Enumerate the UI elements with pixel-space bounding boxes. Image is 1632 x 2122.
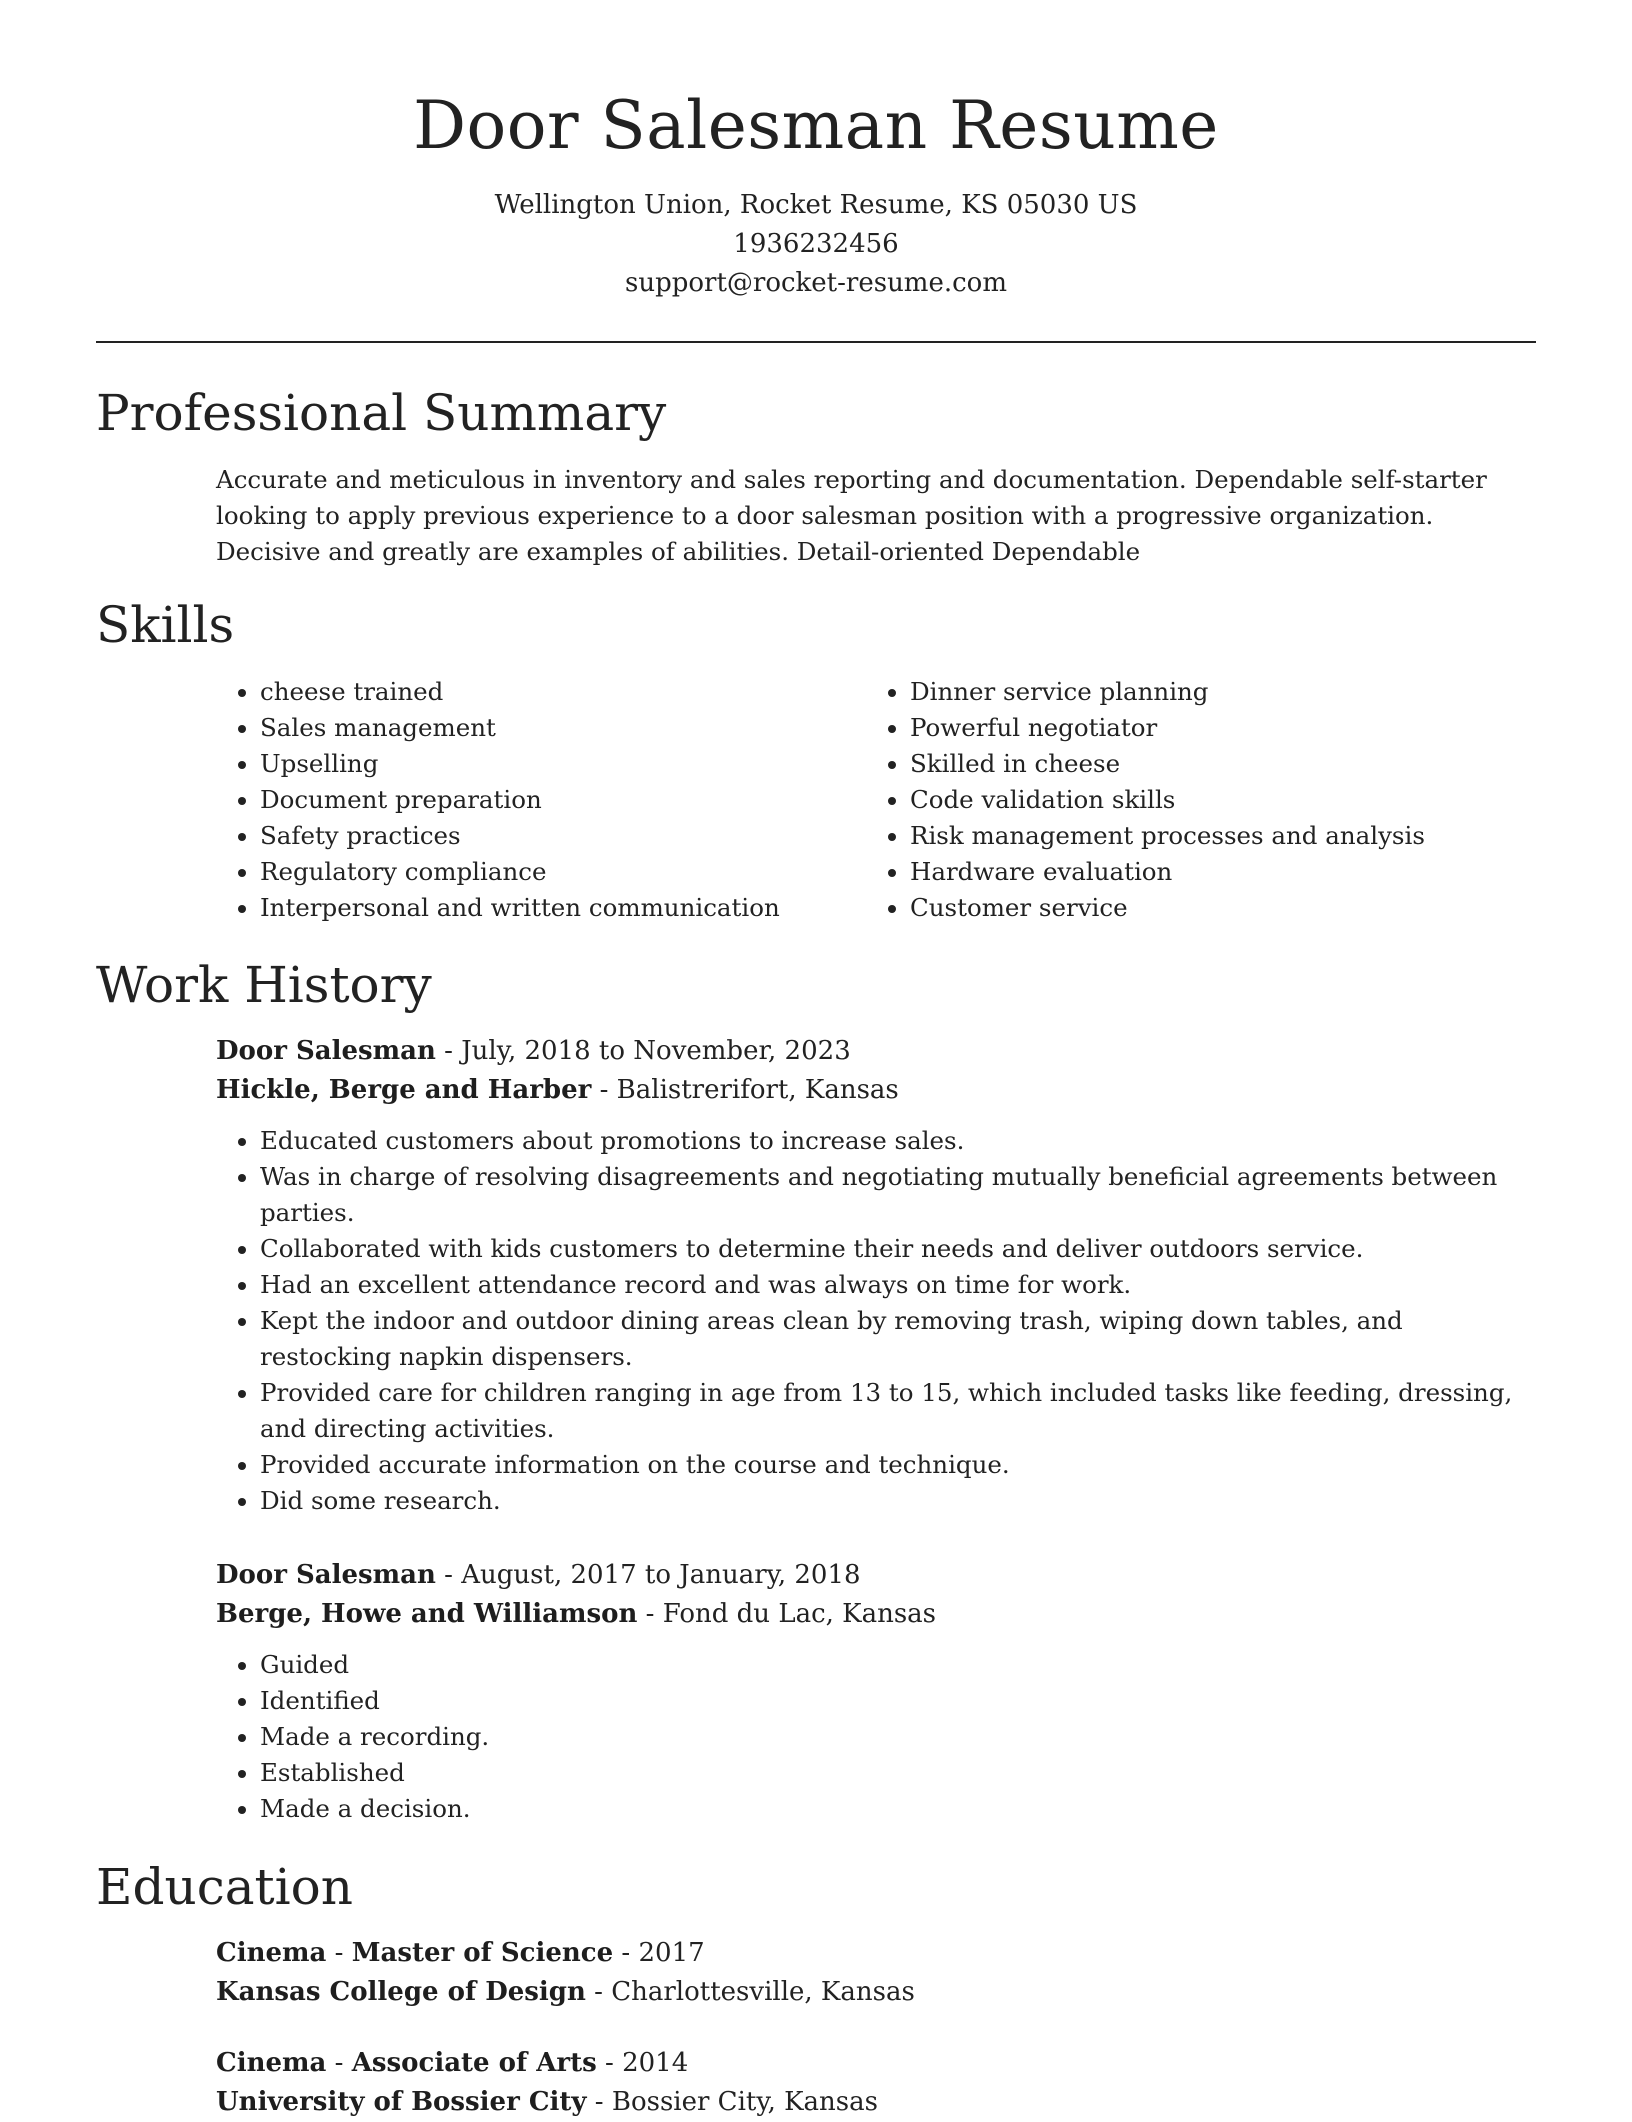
duty-item: • Made a recording.	[260, 1719, 1536, 1755]
field-of-study: Cinema	[216, 1938, 327, 1968]
separator: -	[637, 1599, 663, 1629]
job-duties	[216, 1123, 1536, 1519]
graduation-year: 2017	[638, 1938, 705, 1968]
degree-line	[216, 2044, 1536, 2083]
duty-item: • Provided care for children ranging in age from 13 to 15, which included tasks like feeding, dressing, and directing activities.	[260, 1375, 1536, 1447]
summary-heading: Professional Summary	[96, 384, 667, 442]
job-title-line	[216, 1032, 1536, 1071]
skills-heading: Skills	[96, 596, 235, 654]
duty-item: • Had an excellent attendance record and was always on time for work.	[260, 1267, 1536, 1303]
separator: -	[326, 2048, 352, 2078]
duty-item: • Was in charge of resolving disagreements and negotiating mutually beneficial agreements between parties.	[260, 1159, 1536, 1231]
skill-item: • Upselling	[260, 746, 866, 782]
job-entry	[216, 1032, 1536, 1519]
skill-item: • Sales management	[260, 710, 866, 746]
job-title: Door Salesman	[216, 1036, 436, 1066]
phone: 1936232456	[733, 229, 899, 259]
job-title: Door Salesman	[216, 1560, 436, 1590]
skills-list	[216, 674, 1536, 926]
contact-block	[0, 186, 1632, 303]
job-location: Fond du Lac, Kansas	[662, 1599, 937, 1629]
education-heading: Education	[96, 1858, 353, 1916]
skill-item: • Powerful negotiator	[910, 710, 1516, 746]
company-name: Berge, Howe and Williamson	[216, 1599, 638, 1629]
skills-column-left	[216, 674, 866, 926]
duty-item: • Collaborated with kids customers to determine their needs and deliver outdoors service.	[260, 1231, 1536, 1267]
skills-column-right	[866, 674, 1516, 926]
school-name: University of Bossier City	[216, 2087, 587, 2117]
duty-item: • Identified	[260, 1683, 1536, 1719]
duty-item: • Established	[260, 1755, 1536, 1791]
email: support@rocket-resume.com	[624, 268, 1007, 298]
job-company-line	[216, 1071, 1536, 1110]
skill-item: • Hardware evaluation	[910, 854, 1516, 890]
skill-item: • Code validation skills	[910, 782, 1516, 818]
skill-item: • Dinner service planning	[910, 674, 1516, 710]
graduation-year: 2014	[622, 2048, 689, 2078]
degree: Associate of Arts	[351, 2048, 597, 2078]
skill-item: • Skilled in cheese	[910, 746, 1516, 782]
header-divider	[96, 341, 1536, 343]
duty-item: • Did some research.	[260, 1483, 1536, 1519]
skill-item: • cheese trained	[260, 674, 866, 710]
school-location: Bossier City, Kansas	[611, 2087, 878, 2117]
field-of-study: Cinema	[216, 2048, 327, 2078]
skill-item: • Customer service	[910, 890, 1516, 926]
duty-item: • Educated customers about promotions to increase sales.	[260, 1123, 1536, 1159]
address: Wellington Union, Rocket Resume, KS 05030 US	[494, 190, 1138, 220]
education-entry	[216, 1934, 1536, 2012]
school-line	[216, 1973, 1536, 2012]
school-name: Kansas College of Design	[216, 1977, 586, 2007]
skill-item: • Risk management processes and analysis	[910, 818, 1516, 854]
separator: -	[586, 2087, 612, 2117]
resume-title: Door Salesman Resume	[413, 87, 1219, 164]
job-company-line	[216, 1595, 1536, 1634]
skill-item: • Interpersonal and written communication	[260, 890, 866, 926]
resume-header	[0, 0, 1632, 303]
company-name: Hickle, Berge and Harber	[216, 1075, 592, 1105]
job-title-line	[216, 1556, 1536, 1595]
separator: -	[596, 2048, 623, 2078]
separator: -	[613, 1938, 639, 1968]
skill-item: • Regulatory compliance	[260, 854, 866, 890]
separator: -	[435, 1560, 462, 1590]
separator: -	[326, 1938, 352, 1968]
degree: Master of Science	[351, 1938, 614, 1968]
duty-item: • Kept the indoor and outdoor dining areas clean by removing trash, wiping down tables, and restocking napkin dispensers.	[260, 1303, 1536, 1375]
work-history-heading: Work History	[96, 956, 432, 1014]
job-dates: July, 2018 to November, 2023	[461, 1036, 851, 1066]
skill-item: • Document preparation	[260, 782, 866, 818]
job-location: Balistrerifort, Kansas	[616, 1075, 899, 1105]
duty-item: • Guided	[260, 1647, 1536, 1683]
skill-item: • Safety practices	[260, 818, 866, 854]
separator: -	[435, 1036, 462, 1066]
education-entry	[216, 2044, 1536, 2122]
job-entry	[216, 1556, 1536, 1827]
degree-line	[216, 1934, 1536, 1973]
separator: -	[591, 1075, 617, 1105]
school-location: Charlottesville, Kansas	[611, 1977, 915, 2007]
school-line	[216, 2083, 1536, 2122]
separator: -	[585, 1977, 612, 2007]
summary-text: Accurate and meticulous in inventory and sales reporting and documentation. Dependable self-starter looking to apply previous experience to a door salesman position with a progressive organization. Decisive and greatly are examples of abilities. Detail-oriented Dependable	[216, 465, 1487, 566]
job-dates: August, 2017 to January, 2018	[461, 1560, 861, 1590]
duty-item: • Made a decision.	[260, 1791, 1536, 1827]
job-duties	[216, 1647, 1536, 1827]
duty-item: • Provided accurate information on the course and technique.	[260, 1447, 1536, 1483]
